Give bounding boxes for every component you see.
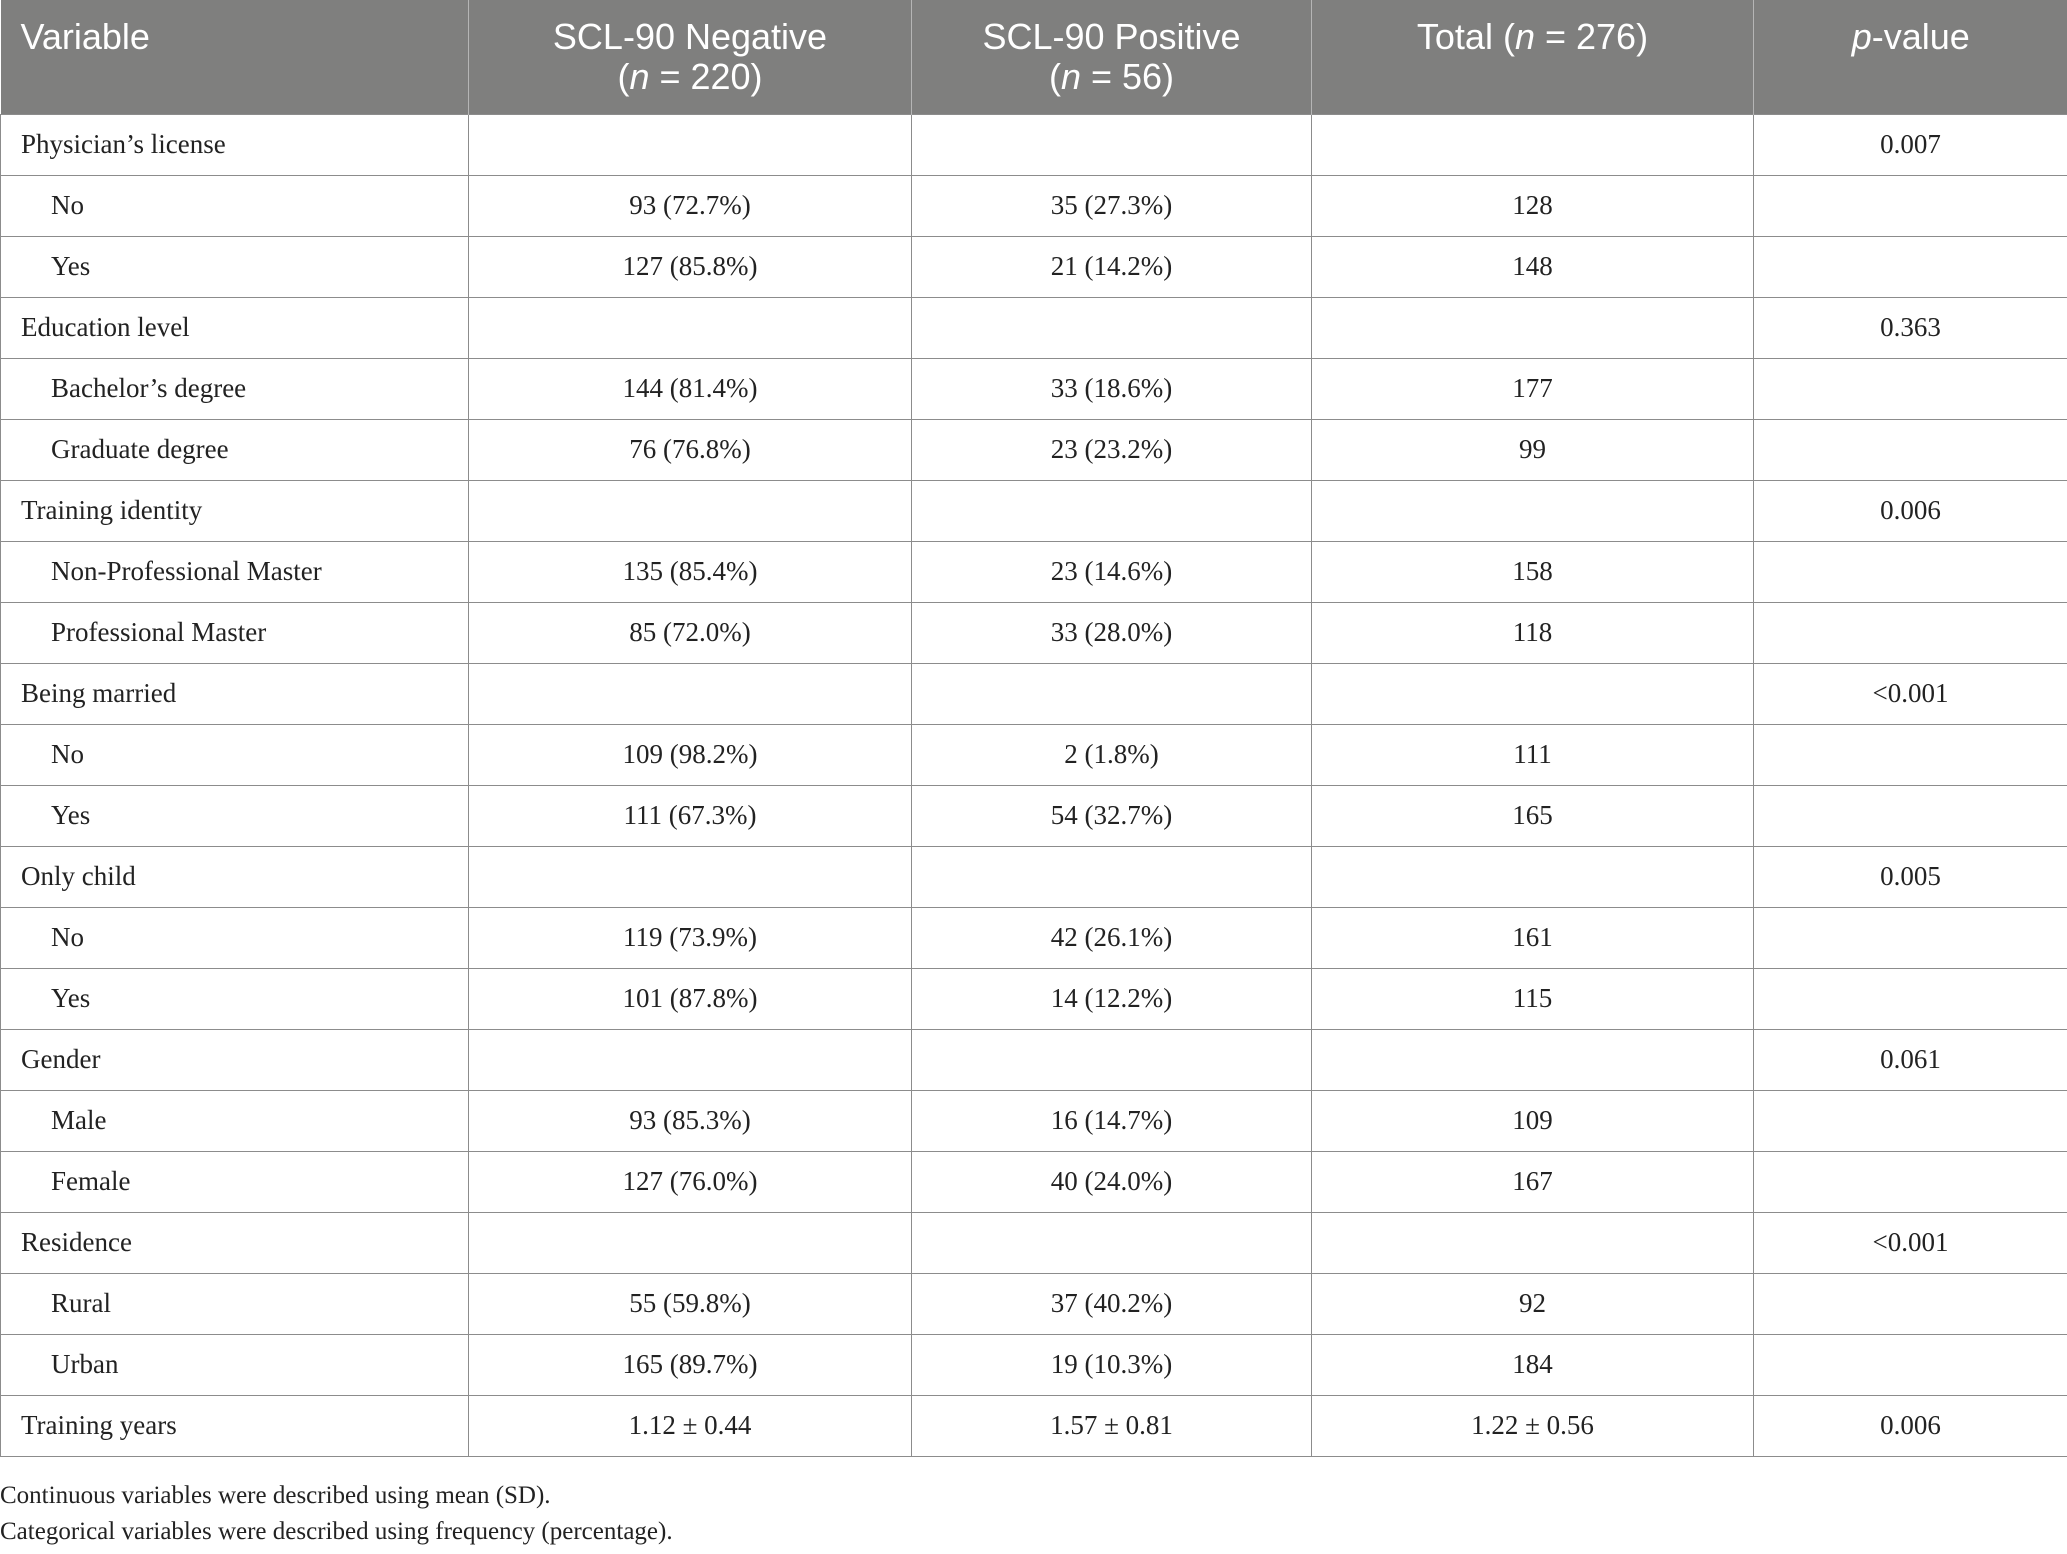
positive-cell: 42 (26.1%) bbox=[912, 907, 1312, 968]
total-cell: 109 bbox=[1312, 1090, 1754, 1151]
total-cell bbox=[1312, 480, 1754, 541]
positive-cell: 16 (14.7%) bbox=[912, 1090, 1312, 1151]
table-body bbox=[1, 114, 2067, 1456]
positive-cell: 1.57 ± 0.81 bbox=[912, 1395, 1312, 1456]
total-cell: 165 bbox=[1312, 785, 1754, 846]
negative-cell: 76 (76.8%) bbox=[469, 419, 912, 480]
variable-cell: Residence bbox=[1, 1212, 469, 1273]
negative-cell: 93 (72.7%) bbox=[469, 175, 912, 236]
total-cell: 177 bbox=[1312, 358, 1754, 419]
negative-cell bbox=[469, 1212, 912, 1273]
p-value-cell bbox=[1754, 175, 2067, 236]
header-scl90-positive: SCL-90 Positive (n = 56) bbox=[912, 0, 1312, 114]
variable-cell: Professional Master bbox=[1, 602, 469, 663]
positive-cell bbox=[912, 480, 1312, 541]
negative-cell: 144 (81.4%) bbox=[469, 358, 912, 419]
total-cell bbox=[1312, 1029, 1754, 1090]
negative-cell: 55 (59.8%) bbox=[469, 1273, 912, 1334]
positive-cell: 19 (10.3%) bbox=[912, 1334, 1312, 1395]
variable-cell: Gender bbox=[1, 1029, 469, 1090]
total-cell bbox=[1312, 1212, 1754, 1273]
table-row-variable bbox=[1, 1029, 2067, 1090]
negative-cell: 111 (67.3%) bbox=[469, 785, 912, 846]
header-p-value: p-value bbox=[1754, 0, 2067, 114]
p-value-cell bbox=[1754, 1151, 2067, 1212]
negative-cell bbox=[469, 297, 912, 358]
total-cell bbox=[1312, 297, 1754, 358]
table-row-subcategory bbox=[1, 724, 2067, 785]
p-value-cell: 0.007 bbox=[1754, 114, 2067, 175]
table-row-subcategory bbox=[1, 968, 2067, 1029]
variable-cell: Bachelor’s degree bbox=[1, 358, 469, 419]
p-value-cell bbox=[1754, 236, 2067, 297]
variable-cell: No bbox=[1, 724, 469, 785]
total-cell bbox=[1312, 114, 1754, 175]
negative-cell: 109 (98.2%) bbox=[469, 724, 912, 785]
p-value-cell: 0.006 bbox=[1754, 1395, 2067, 1456]
p-value-cell: <0.001 bbox=[1754, 1212, 2067, 1273]
variable-cell: Education level bbox=[1, 297, 469, 358]
variable-cell: No bbox=[1, 175, 469, 236]
p-value-cell bbox=[1754, 541, 2067, 602]
variable-cell: Yes bbox=[1, 236, 469, 297]
variable-cell: No bbox=[1, 907, 469, 968]
negative-cell bbox=[469, 480, 912, 541]
negative-cell: 127 (85.8%) bbox=[469, 236, 912, 297]
negative-cell: 85 (72.0%) bbox=[469, 602, 912, 663]
positive-cell: 14 (12.2%) bbox=[912, 968, 1312, 1029]
positive-cell: 23 (14.6%) bbox=[912, 541, 1312, 602]
table-row-subcategory bbox=[1, 907, 2067, 968]
negative-cell: 93 (85.3%) bbox=[469, 1090, 912, 1151]
total-cell: 184 bbox=[1312, 1334, 1754, 1395]
table-row-variable bbox=[1, 1212, 2067, 1273]
total-cell: 128 bbox=[1312, 175, 1754, 236]
total-cell: 118 bbox=[1312, 602, 1754, 663]
table-row-subcategory bbox=[1, 541, 2067, 602]
variable-cell: Urban bbox=[1, 1334, 469, 1395]
header-scl90-negative: SCL-90 Negative (n = 220) bbox=[469, 0, 912, 114]
negative-cell bbox=[469, 663, 912, 724]
total-cell: 92 bbox=[1312, 1273, 1754, 1334]
p-value-cell: 0.005 bbox=[1754, 846, 2067, 907]
positive-cell bbox=[912, 1029, 1312, 1090]
p-value-cell: 0.061 bbox=[1754, 1029, 2067, 1090]
variable-cell: Training identity bbox=[1, 480, 469, 541]
p-value-cell: 0.363 bbox=[1754, 297, 2067, 358]
variable-cell: Rural bbox=[1, 1273, 469, 1334]
variable-cell: Physician’s license bbox=[1, 114, 469, 175]
negative-cell: 101 (87.8%) bbox=[469, 968, 912, 1029]
total-cell: 158 bbox=[1312, 541, 1754, 602]
total-cell: 99 bbox=[1312, 419, 1754, 480]
variable-cell: Non-Professional Master bbox=[1, 541, 469, 602]
p-value-cell bbox=[1754, 602, 2067, 663]
table-row-subcategory bbox=[1, 236, 2067, 297]
p-value-cell bbox=[1754, 1334, 2067, 1395]
table-row-variable bbox=[1, 1395, 2067, 1456]
negative-cell: 119 (73.9%) bbox=[469, 907, 912, 968]
table-row-variable bbox=[1, 297, 2067, 358]
p-value-cell bbox=[1754, 1090, 2067, 1151]
positive-cell bbox=[912, 297, 1312, 358]
positive-cell: 21 (14.2%) bbox=[912, 236, 1312, 297]
table-row-subcategory bbox=[1, 1334, 2067, 1395]
positive-cell bbox=[912, 1212, 1312, 1273]
table-row-subcategory bbox=[1, 1273, 2067, 1334]
header-row bbox=[1, 0, 2067, 114]
total-cell bbox=[1312, 846, 1754, 907]
table-row-subcategory bbox=[1, 419, 2067, 480]
positive-cell bbox=[912, 846, 1312, 907]
header-variable: Variable bbox=[1, 0, 469, 114]
negative-cell: 165 (89.7%) bbox=[469, 1334, 912, 1395]
total-cell: 148 bbox=[1312, 236, 1754, 297]
table-row-subcategory bbox=[1, 1151, 2067, 1212]
table-row-subcategory bbox=[1, 1090, 2067, 1151]
negative-cell bbox=[469, 846, 912, 907]
positive-cell: 54 (32.7%) bbox=[912, 785, 1312, 846]
negative-cell bbox=[469, 1029, 912, 1090]
table-row-subcategory bbox=[1, 785, 2067, 846]
variable-cell: Yes bbox=[1, 785, 469, 846]
p-value-cell: <0.001 bbox=[1754, 663, 2067, 724]
positive-cell: 40 (24.0%) bbox=[912, 1151, 1312, 1212]
total-cell: 111 bbox=[1312, 724, 1754, 785]
p-value-cell: 0.006 bbox=[1754, 480, 2067, 541]
p-value-cell bbox=[1754, 907, 2067, 968]
variable-cell: Only child bbox=[1, 846, 469, 907]
header-total: Total (n = 276) bbox=[1312, 0, 1754, 114]
negative-cell: 1.12 ± 0.44 bbox=[469, 1395, 912, 1456]
table-row-variable bbox=[1, 480, 2067, 541]
p-value-cell bbox=[1754, 1273, 2067, 1334]
footnote: Categorical variables were described using frequency (percentage). bbox=[0, 1518, 673, 1545]
total-cell: 161 bbox=[1312, 907, 1754, 968]
p-value-cell bbox=[1754, 419, 2067, 480]
negative-cell: 135 (85.4%) bbox=[469, 541, 912, 602]
p-value-cell bbox=[1754, 785, 2067, 846]
table-row-subcategory bbox=[1, 602, 2067, 663]
table-footnotes bbox=[0, 1478, 673, 1550]
footnote: Continuous variables were described using mean (SD). bbox=[0, 1482, 551, 1509]
positive-cell: 23 (23.2%) bbox=[912, 419, 1312, 480]
positive-cell bbox=[912, 663, 1312, 724]
positive-cell: 37 (40.2%) bbox=[912, 1273, 1312, 1334]
positive-cell: 35 (27.3%) bbox=[912, 175, 1312, 236]
positive-cell: 33 (28.0%) bbox=[912, 602, 1312, 663]
table-row-variable bbox=[1, 114, 2067, 175]
variable-cell: Yes bbox=[1, 968, 469, 1029]
positive-cell: 2 (1.8%) bbox=[912, 724, 1312, 785]
total-cell bbox=[1312, 663, 1754, 724]
negative-cell bbox=[469, 114, 912, 175]
p-value-cell bbox=[1754, 724, 2067, 785]
total-cell: 167 bbox=[1312, 1151, 1754, 1212]
positive-cell bbox=[912, 114, 1312, 175]
p-value-cell bbox=[1754, 358, 2067, 419]
table-row-variable bbox=[1, 663, 2067, 724]
negative-cell: 127 (76.0%) bbox=[469, 1151, 912, 1212]
variable-cell: Graduate degree bbox=[1, 419, 469, 480]
variable-cell: Female bbox=[1, 1151, 469, 1212]
total-cell: 1.22 ± 0.56 bbox=[1312, 1395, 1754, 1456]
table-row-subcategory bbox=[1, 175, 2067, 236]
p-value-cell bbox=[1754, 968, 2067, 1029]
variable-cell: Being married bbox=[1, 663, 469, 724]
positive-cell: 33 (18.6%) bbox=[912, 358, 1312, 419]
variable-cell: Training years bbox=[1, 1395, 469, 1456]
total-cell: 115 bbox=[1312, 968, 1754, 1029]
table-row-subcategory bbox=[1, 358, 2067, 419]
variable-cell: Male bbox=[1, 1090, 469, 1151]
table-row-variable bbox=[1, 846, 2067, 907]
